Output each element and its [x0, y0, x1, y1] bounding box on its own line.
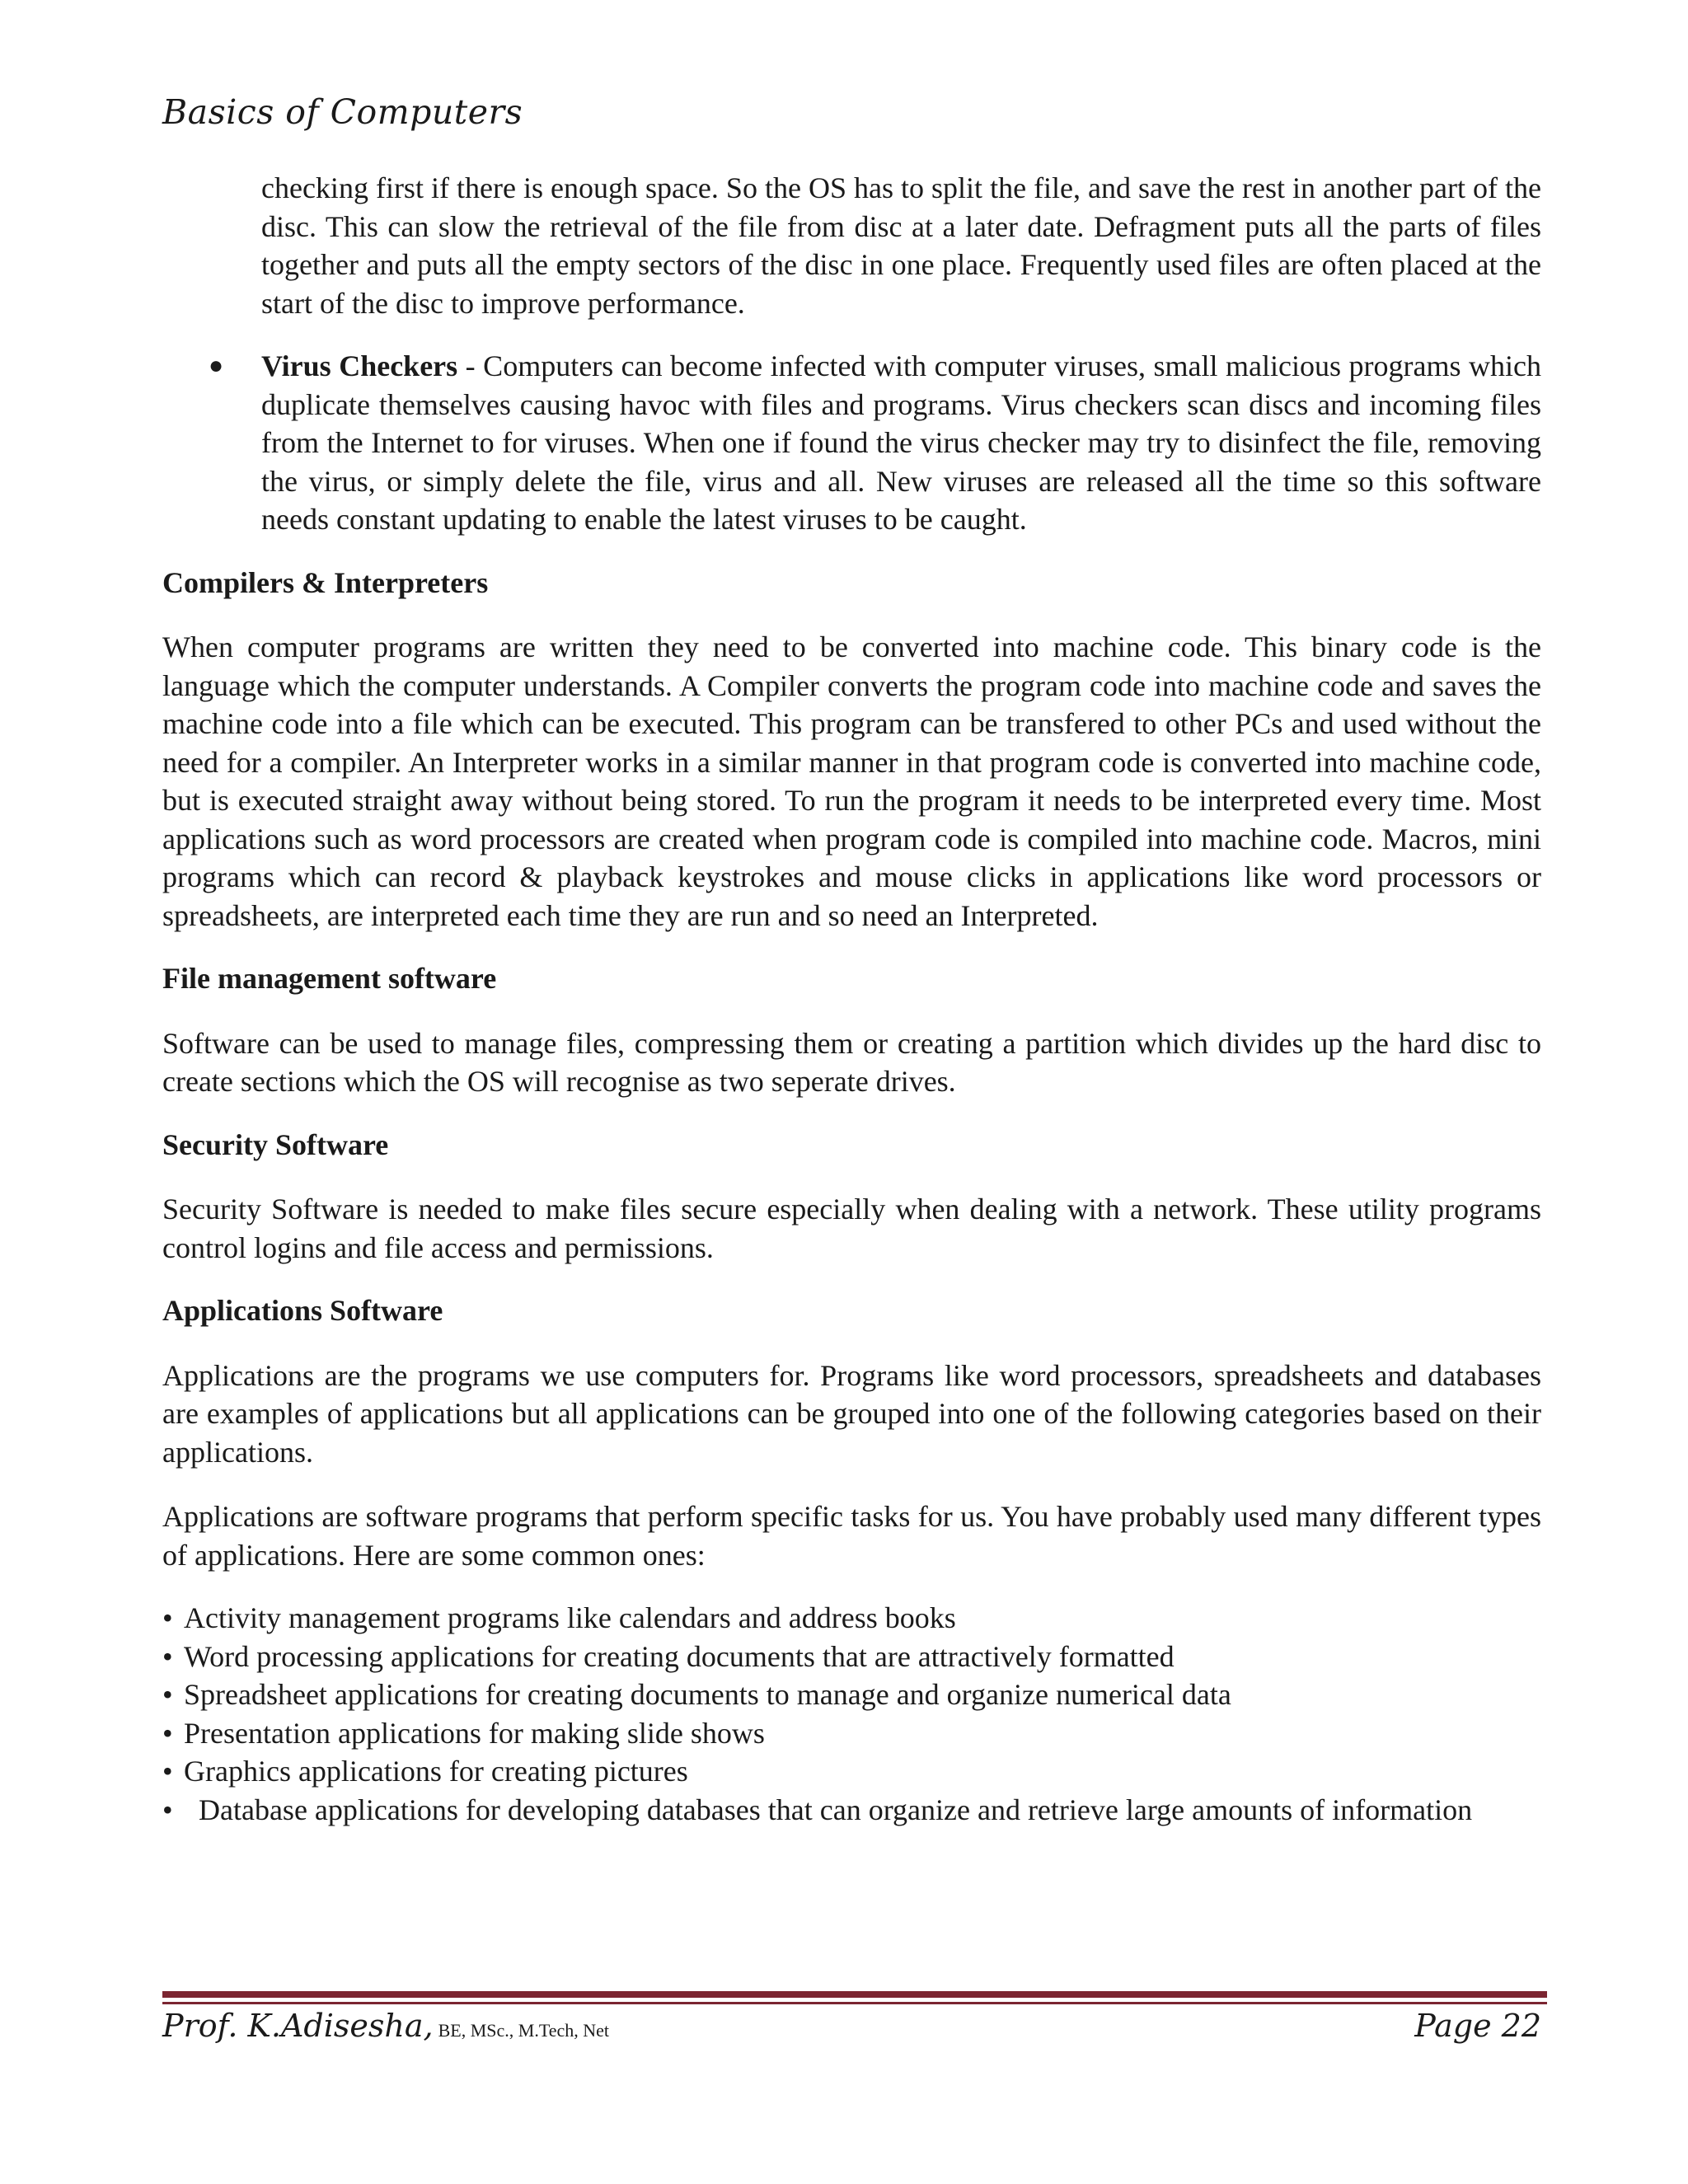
bullet-icon: •: [162, 1716, 173, 1750]
footer-divider-thin: [162, 2002, 1547, 2004]
heading-file-management: File management software: [162, 962, 497, 995]
security-paragraph: Security Software is needed to make files secure especially when dealing with a network. These utility programs control logins and file access and permissions.: [162, 1193, 1541, 1264]
list-item: • Word processing applications for creating documents that are attractively formatted: [162, 1638, 1541, 1676]
footer-author: [162, 2008, 609, 2044]
applications-paragraph-2: Applications are software programs that perform specific tasks for us. You have probably used many different types of applications. Here are some common ones:: [162, 1500, 1541, 1572]
list-item: • Graphics applications for creating pictures: [162, 1752, 1541, 1791]
bullet-icon: •: [162, 1601, 173, 1634]
page-header-title: Basics of Computers: [162, 92, 523, 132]
file-management-paragraph: Software can be used to manage files, compressing them or creating a partition which divides up the hard disc to create sections which the OS will recognise as two seperate drives.: [162, 1026, 1541, 1098]
author-qualifications: BE, MSc., M.Tech, Net: [438, 2020, 610, 2041]
heading-applications-software: Applications Software: [162, 1294, 443, 1327]
document-body: [162, 169, 1541, 1829]
defragment-continuation-paragraph: checking first if there is enough space. So the OS has to split the file, and save the rest in another part of the disc. This can slow the retrieval of the file from disc at a later date. Defragment puts all the parts of files together and puts all the empty sectors of the disc in one place. Frequently used files are often placed at the start of the disc to improve performance.: [261, 171, 1541, 320]
list-item: • Activity management programs like calendars and address books: [162, 1599, 1541, 1638]
bullet-icon: •: [162, 1639, 173, 1673]
virus-checkers-text: - Computers can become infected with computer viruses, small malicious programs which duplicate themselves causing havoc with files and programs. Virus checkers scan discs and incoming files from the Internet to for viruses. When one if found the virus checker may try to disinfect the file, removing the virus, or simply delete the file, virus and all. New viruses are released all the time so this software needs constant updating to enable the latest viruses to be caught.: [261, 349, 1541, 536]
footer-divider-thick: [162, 1991, 1547, 1998]
page-number: Page 22: [1414, 2008, 1541, 2044]
virus-checkers-term: Virus Checkers: [261, 349, 458, 382]
applications-list: [162, 1599, 1541, 1829]
bullet-icon: •: [162, 1793, 173, 1826]
heading-security-software: Security Software: [162, 1127, 389, 1161]
list-item: • Presentation applications for making slide shows: [162, 1714, 1541, 1753]
list-item: • Spreadsheet applications for creating documents to manage and organize numerical data: [162, 1675, 1541, 1714]
bullet-icon: •: [162, 1755, 173, 1788]
author-name: Prof. K.Adisesha,: [162, 2008, 434, 2044]
virus-checkers-item: [209, 347, 1541, 539]
applications-paragraph-1: Applications are the programs we use computers for. Programs like word processors, spreadsheets and databases are examples of applications but all applications can be grouped into one of the following categories based on their applications.: [162, 1358, 1541, 1469]
heading-compilers-interpreters: Compilers & Interpreters: [162, 565, 489, 599]
bullet-dot-icon: ●: [209, 352, 224, 379]
list-item: • Database applications for developing databases that can organize and retrieve large amounts of information: [162, 1791, 1541, 1830]
compilers-paragraph: When computer programs are written they need to be converted into machine code. This binary code is the language which the computer understands. A Compiler converts the program code into machine code and saves the machine code into a file which can be executed. This program can be transfered to other PCs and used without the need for a compiler. An Interpreter works in a similar manner in that program code is converted into machine code, but is executed straight away without being stored. To run the program it needs to be interpreted every time. Most applications such as word processors are created when program code is compiled into machine code. Macros, mini programs which can record & playback keystrokes and mouse clicks in applications like word processors or spreadsheets, are interpreted each time they are run and so need an Interpreted.: [162, 630, 1541, 932]
bullet-icon: •: [162, 1678, 173, 1711]
